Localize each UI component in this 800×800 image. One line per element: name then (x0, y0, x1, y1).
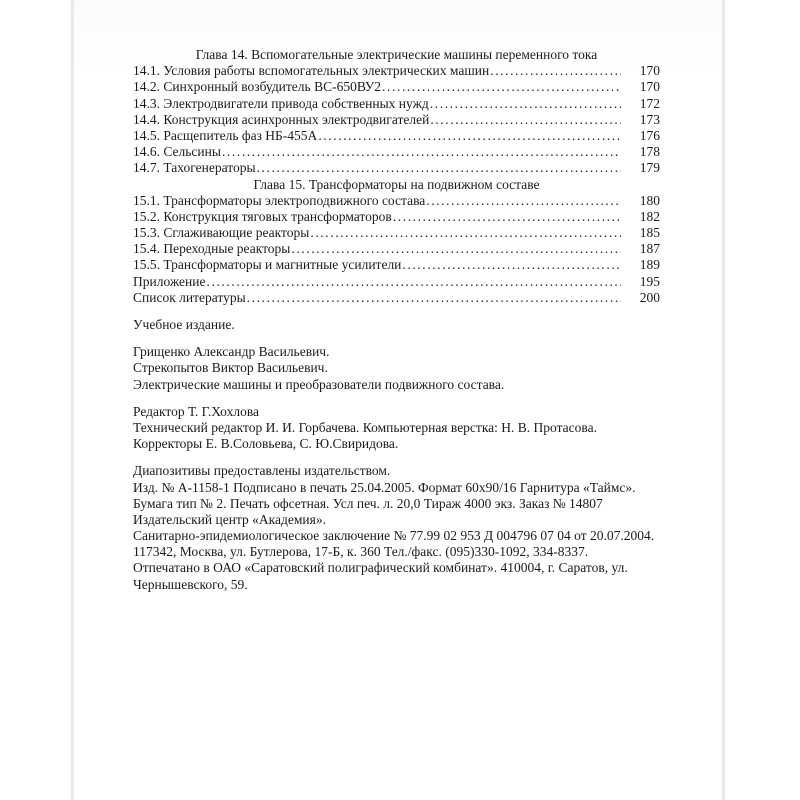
text-line: Стрекопытов Виктор Васильевич. (133, 360, 328, 376)
toc-entry-label: Список литературы (133, 289, 246, 305)
dot-leader (247, 290, 621, 306)
toc-entry-page: 185 (639, 225, 660, 241)
chapter-heading: Глава 14. Вспомогательные электрические машины переменного тока (195, 47, 598, 62)
dot-leader (490, 63, 621, 79)
toc-entry-label: 14.2. Синхронный возбудитель ВС-650ВУ2 (133, 79, 382, 95)
text-line: Электрические машины и преобразователи подвижного состава. (133, 376, 505, 392)
toc-entry (133, 209, 660, 225)
text-line: Бумага тип № 2. Печать офсетная. Усл печ. л. 20,0 Тираж 4000 экз. Заказ № 14807 (133, 495, 603, 511)
text-line: Корректоры Е. В.Соловьева, С. Ю.Свиридова. (133, 436, 399, 452)
dot-leader (402, 257, 621, 273)
toc-entry-page: 189 (639, 257, 660, 273)
toc-entry (133, 241, 660, 257)
toc-entry-page: 195 (639, 273, 660, 289)
dot-leader (430, 96, 621, 112)
toc-entry (133, 290, 660, 306)
text-line: Технический редактор И. И. Горбачева. Компьютерная верстка: Н. В. Протасова. (133, 419, 597, 435)
toc-entry (133, 96, 660, 112)
toc-entry (133, 257, 660, 273)
toc-entry-page: 176 (639, 127, 660, 143)
toc-entry-label: 14.5. Расщепитель фаз НБ-455А (133, 127, 318, 143)
toc-entry-page: 180 (639, 192, 660, 208)
toc-entry-page: 179 (639, 160, 660, 176)
dot-leader (257, 160, 621, 176)
text-line: Учебное издание. (133, 317, 235, 332)
dot-leader (206, 274, 621, 290)
table-of-contents (133, 47, 660, 306)
toc-entry (133, 193, 660, 209)
text-line: Санитарно-эпидемиологическое заключение № 77.99 02 953 Д 004796 07 04 от 20.07.2004. (133, 528, 655, 544)
dot-leader (430, 112, 621, 128)
toc-entry-label: Приложение (133, 273, 206, 289)
toc-entry-label: 14.6. Сельсины (133, 144, 221, 160)
toc-entry-label: 14.4. Конструкция асинхронных электродвигателей (133, 111, 430, 127)
page-content (74, 0, 722, 800)
colophon-paragraph (133, 404, 660, 453)
text-line: Чернышевского, 59. (133, 576, 248, 592)
text-line: Грищенко Александр Васильевич. (133, 344, 330, 360)
text-line: Отпечатано в ОАО «Саратовский полиграфический комбинат». 410004, г. Саратов, ул. (133, 560, 628, 576)
colophon-paragraph (133, 463, 660, 593)
toc-entry (133, 160, 660, 176)
dot-leader (318, 128, 621, 144)
toc-entry-page: 170 (639, 79, 660, 95)
toc-entry-page: 172 (639, 95, 660, 111)
page-edge-right (722, 0, 725, 800)
text-line: 117342, Москва, ул. Бутлерова, 17-Б, к. 360 Тел./факс. (095)330-1092, 334-8337. (133, 544, 589, 560)
toc-entry-label: 15.4. Переходные реакторы (133, 241, 291, 257)
toc-entry-label: 15.5. Трансформаторы и магнитные усилители (133, 257, 402, 273)
toc-entry (133, 274, 660, 290)
dot-leader (426, 193, 621, 209)
toc-entry (133, 112, 660, 128)
chapter-heading: Глава 15. Трансформаторы на подвижном составе (253, 176, 540, 192)
toc-entry-page: 170 (639, 63, 660, 79)
dot-leader (291, 241, 621, 257)
dot-leader (393, 209, 621, 225)
toc-entry-page: 173 (639, 111, 660, 127)
colophon-paragraph (133, 317, 660, 333)
toc-entry-label: 15.1. Трансформаторы электроподвижного состава (133, 192, 426, 208)
text-line: Редактор Т. Г.Хохлова (133, 403, 260, 419)
toc-entry-label: 15.2. Конструкция тяговых трансформаторов (133, 208, 392, 224)
dot-leader (222, 144, 621, 160)
text-line: Изд. № А-1158-1 Подписано в печать 25.04.2005. Формат 60х90/16 Гарнитура «Таймс». (133, 479, 636, 495)
toc-entry-page: 182 (639, 208, 660, 224)
toc-entry (133, 225, 660, 241)
toc-entry (133, 144, 660, 160)
toc-entry-label: 14.7. Тахогенераторы (133, 160, 256, 176)
toc-entry-label: 14.1. Условия работы вспомогательных электрических машин (133, 63, 490, 79)
dot-leader (382, 79, 621, 95)
toc-entry-label: 14.3. Электродвигатели привода собственных нужд (133, 95, 429, 111)
toc-entry-page: 200 (639, 289, 660, 305)
text-line: Издательский центр «Академия». (133, 511, 326, 527)
toc-entry (133, 63, 660, 79)
text-line: Диапозитивы предоставлены издательством. (133, 463, 391, 479)
toc-entry (133, 79, 660, 95)
toc-entry-label: 15.3. Сглаживающие реакторы (133, 225, 310, 241)
dot-leader (310, 225, 621, 241)
toc-entry (133, 128, 660, 144)
toc-entry-page: 187 (639, 241, 660, 257)
toc-entry-page: 178 (639, 144, 660, 160)
colophon-paragraph (133, 344, 660, 393)
colophon (133, 317, 660, 593)
